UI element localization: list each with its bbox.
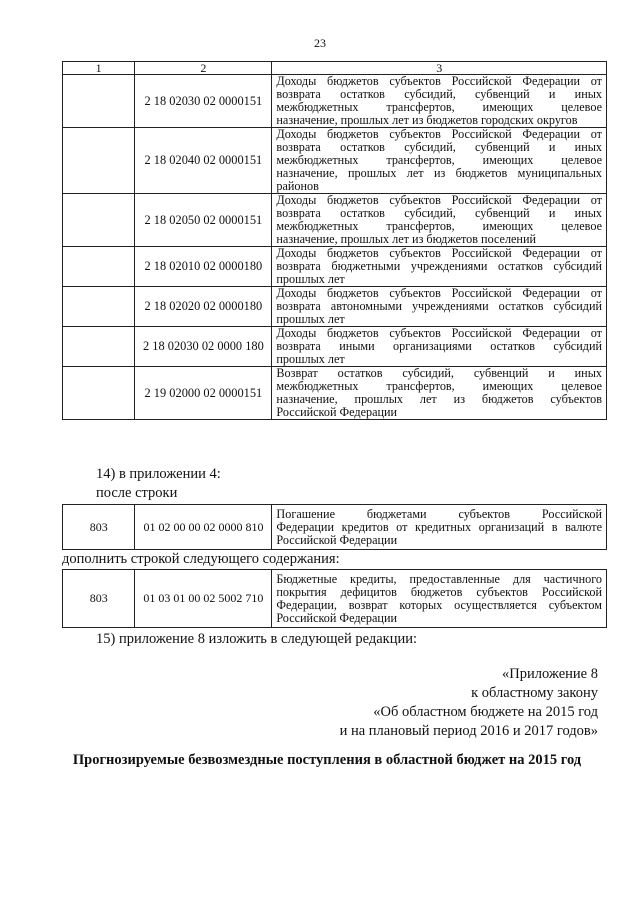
row-description	[272, 194, 607, 247]
table-a-code-2: 01 02 00 00 02 0000 810	[135, 505, 272, 550]
description-line: Доходы бюджетов субъектов Российской Федерации от	[276, 127, 602, 141]
description-line: Доходы бюджетов субъектов Российской Федерации от	[276, 193, 602, 207]
row-empty-cell	[63, 194, 135, 247]
description-line: покрытия дефицитов бюджетов субъектов Российской	[276, 584, 602, 599]
description-line: Доходы бюджетов субъектов Российской Федерации от	[276, 246, 602, 260]
table-row-added	[62, 569, 607, 628]
appendix-line-4: и на плановый период 2016 и 2017 годов»	[339, 723, 598, 739]
header-col-2: 2	[135, 62, 272, 75]
description-line: назначение, прошлых лет из бюджетов субъектов	[276, 392, 602, 406]
row-code: 2 18 02030 02 0000 180	[135, 327, 272, 367]
header-col-1: 1	[63, 62, 135, 75]
description-line: возврата автономными учреждениями остатков субсидий	[276, 299, 602, 313]
description-line: Доходы бюджетов субъектов Российской Федерации от	[276, 74, 602, 88]
row-empty-cell	[63, 128, 135, 194]
row-code: 2 18 02050 02 0000151	[135, 194, 272, 247]
description-line: межбюджетных трансфертов, имеющих целевое	[276, 153, 602, 167]
description-line: назначение, прошлых лет из бюджетов поселений	[276, 232, 536, 246]
table-row	[63, 570, 607, 628]
row-code: 2 18 02030 02 0000151	[135, 75, 272, 128]
row-empty-cell	[63, 75, 135, 128]
row-code: 2 19 02000 02 0000151	[135, 367, 272, 420]
row-code: 2 18 02040 02 0000151	[135, 128, 272, 194]
row-description	[272, 128, 607, 194]
description-line: возврата остатков субсидий, субвенций и иных	[276, 206, 602, 220]
table-a-desc	[272, 505, 607, 550]
row-description	[272, 287, 607, 327]
table-b-code-1: 803	[63, 570, 135, 628]
description-line: Доходы бюджетов субъектов Российской Федерации от	[276, 326, 602, 340]
row-empty-cell	[63, 367, 135, 420]
table-b-desc	[272, 570, 607, 628]
description-line: прошлых лет	[276, 272, 345, 286]
description-line: возврата остатков субсидий, субвенций и иных	[276, 87, 602, 101]
description-line: назначение, прошлых лет из бюджетов муниципальных	[276, 166, 602, 180]
header-col-3: 3	[272, 62, 607, 75]
description-line: возврата остатков субсидий, субвенций и иных	[276, 140, 602, 154]
appendix-line-1: «Приложение 8	[502, 666, 598, 682]
row-description	[272, 247, 607, 287]
appendix-caption	[340, 665, 598, 741]
row-empty-cell	[63, 247, 135, 287]
table-row	[63, 327, 607, 367]
row-empty-cell	[63, 327, 135, 367]
appendix-line-3: «Об областном бюджете на 2015 год	[373, 704, 598, 720]
table-row	[63, 247, 607, 287]
after-line-text: после строки	[96, 485, 178, 501]
description-line: межбюджетных трансфертов, имеющих целевое	[276, 100, 602, 114]
table-b-code-2: 01 03 01 00 02 5002 710	[135, 570, 272, 628]
description-line: Российской Федерации	[276, 405, 398, 419]
description-line: Возврат остатков субсидий, субвенций и иных	[276, 366, 602, 380]
description-line: Бюджетные кредиты, предоставленные для частичного	[276, 571, 602, 586]
table-row	[63, 194, 607, 247]
description-line: назначение, прошлых лет из бюджетов городских округов	[276, 113, 578, 127]
description-line: Федерации кредитов от кредитных организаций в валюте	[276, 519, 602, 534]
description-line: межбюджетных трансфертов, имеющих целевое	[276, 219, 602, 233]
page-number: 23	[314, 36, 326, 50]
section-heading: Прогнозируемые безвозмездные поступления в областной бюджет на 2015 год	[72, 752, 582, 768]
income-codes-table	[62, 61, 607, 420]
item-14-text: 14) в приложении 4:	[96, 466, 221, 482]
description-line: Российской Федерации	[276, 532, 398, 547]
description-line: Российской Федерации	[276, 610, 397, 625]
appendix-line-2: к областному закону	[471, 685, 598, 701]
description-line: Погашение бюджетами субъектов Российской	[276, 506, 602, 521]
table-a-code-1: 803	[63, 505, 135, 550]
table-row-before	[62, 504, 607, 550]
description-line: возврата бюджетными учреждениями остатков субсидий	[276, 259, 602, 273]
description-line: Доходы бюджетов субъектов Российской Федерации от	[276, 286, 602, 300]
row-code: 2 18 02020 02 0000180	[135, 287, 272, 327]
row-description	[272, 75, 607, 128]
add-line-text: дополнить строкой следующего содержания:	[62, 551, 340, 567]
row-empty-cell	[63, 287, 135, 327]
table-row	[63, 75, 607, 128]
table-row	[63, 287, 607, 327]
table-header-row	[63, 62, 607, 75]
row-description	[272, 367, 607, 420]
row-description	[272, 327, 607, 367]
row-code: 2 18 02010 02 0000180	[135, 247, 272, 287]
table-row	[63, 128, 607, 194]
description-line: прошлых лет	[276, 352, 345, 366]
description-line: прошлых лет	[276, 312, 345, 326]
description-line: Федерации, возврат которых осуществляется субъектом	[276, 597, 602, 612]
table-row	[63, 505, 607, 550]
table-row	[63, 367, 607, 420]
description-line: межбюджетных трансфертов, имеющих целевое	[276, 379, 602, 393]
item-15-text: 15) приложение 8 изложить в следующей редакции:	[96, 631, 418, 647]
description-line: районов	[276, 179, 319, 193]
description-line: возврата иными организациями остатков субсидий	[276, 339, 602, 353]
